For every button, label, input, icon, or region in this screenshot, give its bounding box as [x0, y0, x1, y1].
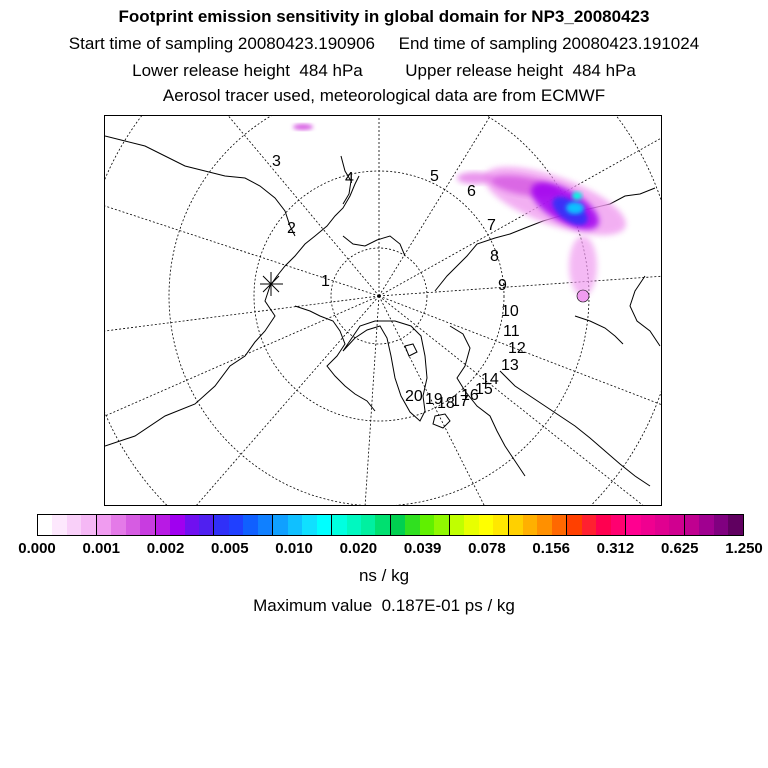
coastline-svalbard [405, 344, 417, 356]
track-label: 13 [501, 357, 519, 374]
coastline-north-america [105, 176, 359, 446]
track-label: 18 [437, 395, 455, 412]
colorbar-cell [625, 515, 640, 535]
sampling-times: Start time of sampling 20080423.190906 End time of sampling 20080423.191024 [68, 34, 700, 53]
colorbar-cell [140, 515, 154, 535]
track-label: 3 [272, 153, 281, 170]
colorbar-cell [669, 515, 683, 535]
colorbar-cell [464, 515, 478, 535]
colorbar-cell [523, 515, 537, 535]
colorbar-label: 0.020 [339, 540, 378, 557]
colorbar-cell [185, 515, 199, 535]
coastline-europe [500, 371, 650, 486]
colorbar-cell [493, 515, 507, 535]
colorbar-cell [38, 515, 52, 535]
colorbar-cell [213, 515, 228, 535]
meridian [195, 296, 379, 506]
plot-title: Footprint emission sensitivity in global domain for NP3_20080423 [118, 7, 650, 26]
track-label: 8 [490, 248, 499, 265]
colorbar-cell [390, 515, 405, 535]
colorbar-cell [449, 515, 464, 535]
meridian [105, 206, 379, 296]
colorbar-cell [684, 515, 699, 535]
meridian [105, 296, 379, 331]
meridian [379, 276, 662, 296]
track-label: 20 [405, 388, 423, 405]
colorbar-cell [714, 515, 728, 535]
colorbar-cell [566, 515, 581, 535]
colorbar-label: 0.010 [275, 540, 313, 557]
colorbar-cell [229, 515, 243, 535]
polar-map [105, 116, 662, 506]
track-label: 12 [508, 340, 526, 357]
track-label: 7 [487, 217, 496, 234]
track-label: 5 [430, 168, 439, 185]
meridian [195, 116, 379, 296]
colorbar-cell [420, 515, 434, 535]
track-label: 1 [321, 273, 330, 290]
colorbar-label: 0.002 [146, 540, 185, 557]
colorbar-label: 0.039 [403, 540, 442, 557]
colorbar-cell [655, 515, 669, 535]
colorbar [37, 514, 744, 536]
colorbar-cell [641, 515, 655, 535]
flight-track-labels [272, 153, 526, 412]
colorbar-cell [288, 515, 302, 535]
latitude-circle-50 [105, 116, 662, 506]
track-label: 17 [451, 393, 469, 410]
colorbar-cell [347, 515, 361, 535]
coastline-east-asia [630, 276, 660, 346]
colorbar-cell [405, 515, 419, 535]
map-frame [104, 115, 662, 506]
colorbar-cell [699, 515, 713, 535]
latitude-circles [105, 116, 662, 506]
track-label: 9 [498, 277, 507, 294]
colorbar-cell [52, 515, 66, 535]
track-label: 10 [501, 303, 519, 320]
colorbar-units: ns / kg [358, 566, 410, 585]
colorbar-cell [258, 515, 272, 535]
colorbar-cell [479, 515, 493, 535]
colorbar-cell [96, 515, 111, 535]
colorbar-cell [111, 515, 125, 535]
colorbar-label: 0.001 [82, 540, 121, 557]
tracer-info: Aerosol tracer used, meteorological data are from ECMWF [162, 86, 606, 105]
colorbar-cell [434, 515, 448, 535]
colorbar-cell [611, 515, 625, 535]
meridian [379, 116, 515, 296]
coastline-canada-islands [295, 306, 375, 411]
colorbar-label: 0.156 [532, 540, 570, 557]
colorbar-cell [537, 515, 551, 535]
coastline-japan [575, 316, 623, 344]
track-label: 16 [461, 387, 479, 404]
release-heights: Lower release height 484 hPa Upper release height 484 hPa [132, 61, 636, 80]
track-label: 14 [481, 371, 499, 388]
colorbar-cell [67, 515, 81, 535]
colorbar-cell [508, 515, 523, 535]
track-label: 6 [467, 183, 476, 200]
colorbar-cell [582, 515, 596, 535]
colorbar-cell [302, 515, 316, 535]
colorbar-cell [243, 515, 257, 535]
colorbar-cell [361, 515, 375, 535]
colorbar-cell [81, 515, 95, 535]
longitude-lines [105, 116, 662, 506]
colorbar-cell [596, 515, 610, 535]
track-label: 19 [425, 391, 443, 408]
colorbar-cell [552, 515, 566, 535]
meridian [105, 296, 379, 416]
track-label: 11 [503, 323, 520, 340]
colorbar-label: 0.625 [660, 540, 699, 557]
coastline-greenland [343, 321, 427, 421]
colorbar-cell [317, 515, 331, 535]
track-label: 4 [345, 170, 354, 187]
release-marker [260, 272, 283, 296]
colorbar-label: 0.000 [18, 540, 56, 557]
colorbar-cell [199, 515, 213, 535]
colorbar-label: 0.005 [211, 540, 249, 557]
colorbar-cell [331, 515, 346, 535]
coastline-siberia [343, 236, 405, 256]
maximum-value: Maximum value 0.187E-01 ps / kg [253, 596, 515, 615]
colorbar-label: 1.250 [725, 540, 763, 557]
colorbar-cell [375, 515, 389, 535]
colorbar-cell [170, 515, 184, 535]
coastline-alaska [105, 136, 295, 236]
colorbar-label: 0.078 [468, 540, 506, 557]
emission-plume [293, 124, 634, 302]
colorbar-cell [155, 515, 170, 535]
track-label: 2 [287, 220, 296, 237]
coastline-iceland [433, 414, 450, 428]
colorbar-label: 0.312 [596, 540, 635, 557]
colorbar-cell [272, 515, 287, 535]
colorbar-cell [728, 515, 742, 535]
colorbar-cell [126, 515, 140, 535]
track-label: 15 [475, 381, 493, 398]
